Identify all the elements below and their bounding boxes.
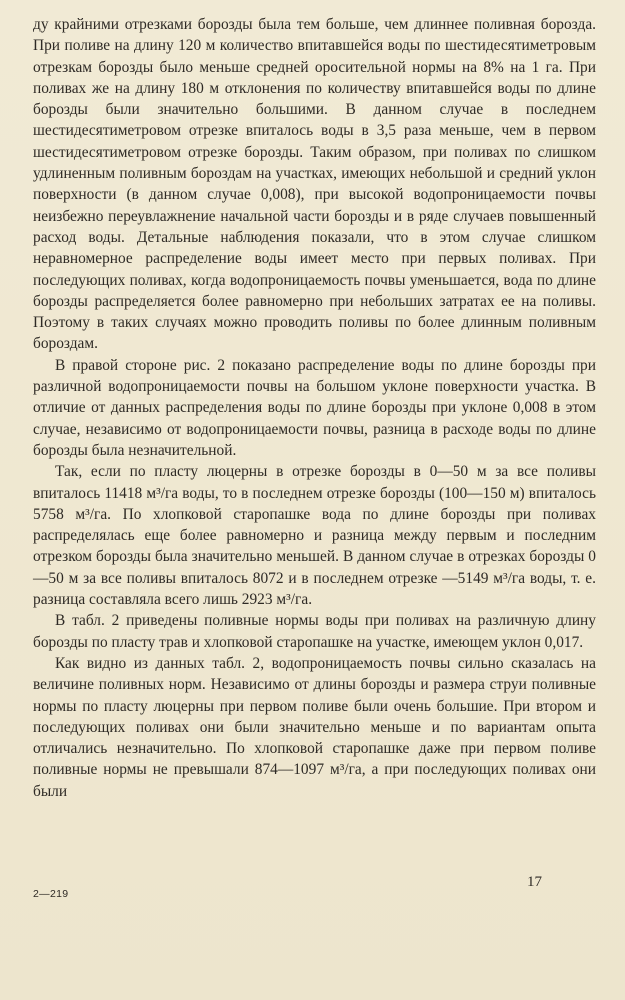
paragraph-4: В табл. 2 приведены поливные нормы воды при поливах на различную длину борозды по пласту трав и хлопковой старопашке на участке, имеющем уклон 0,017. — [33, 612, 596, 651]
paragraph-2: В правой стороне рис. 2 показано распределение воды по длине борозды при различной водопроницаемости почвы на большом уклоне поверхности участка. В отличие от данных распределения воды по длине борозды при уклоне 0,008 в этом случае, независимо от водопроницаемости почвы, разница в расходе воды по длине борозды была незначительной. — [33, 356, 596, 459]
page-number: 17 — [527, 874, 542, 890]
printer-signature: 2—219 — [33, 888, 69, 900]
body-text — [33, 14, 596, 802]
paragraph-1: ду крайними отрезками борозды была тем больше, чем длиннее поливная борозда. При поливе на длину 120 м количество впитавшейся воды по шестидесятиметровым отрезкам борозды было меньше средней оросительной нормы на 8% на 1 га. При поливах же на длину 180 м отклонения по количеству впитавшейся воды по длине борозды были значительно большими. В данном случае в последнем шестидесятиметровом отрезке впиталось воды в 3,5 раза меньше, чем в первом шестидесятиметровом отрезке борозды. Таким образом, при поливах по слишком удлиненным поливным бороздам на участках, имеющих небольшой и средний уклон поверхности (в данном случае 0,008), при высокой водопроницаемости почвы неизбежно переувлажнение начальной части борозды и в ряде случаев повышенный расход воды. Детальные наблюдения показали, что в этом случае слишком неравномерное распределение воды имеет место при первых поливах. При последующих поливах, когда водопроницаемость почвы уменьшается, вода по длине борозды распределяется более равномерно при небольших затратах ее на поливы. Поэтому в таких случаях можно проводить поливы по более длинным поливным бороздам. — [33, 16, 596, 353]
paragraph-3: Так, если по пласту люцерны в отрезке борозды в 0—50 м за все поливы впиталось 11418 м³/га воды, то в последнем отрезке борозды (100—150 м) впиталось 5758 м³/га. По хлопковой старопашке вода по длине борозды при поливах распределялась еще более равномерно и разница между первым и последним отрезком борозды была значительно меньшей. В данном случае в отрезках борозды 0—50 м за все поливы впиталось 8072 и в последнем отрезке —5149 м³/га воды, т. е. разница составляла всего лишь 2923 м³/га. — [33, 463, 596, 609]
paragraph-5: Как видно из данных табл. 2, водопроницаемость почвы сильно сказалась на величине поливных норм. Независимо от длины борозды и размера струи поливные нормы по пласту люцерны при первом поливе были очень большие. При втором и последующих поливах они были значительно меньше и по вариантам опыта отличались незначительно. По хлопковой старопашке даже при первом поливе поливные нормы не превышали 874—1097 м³/га, а при последующих поливах они были — [33, 654, 596, 800]
